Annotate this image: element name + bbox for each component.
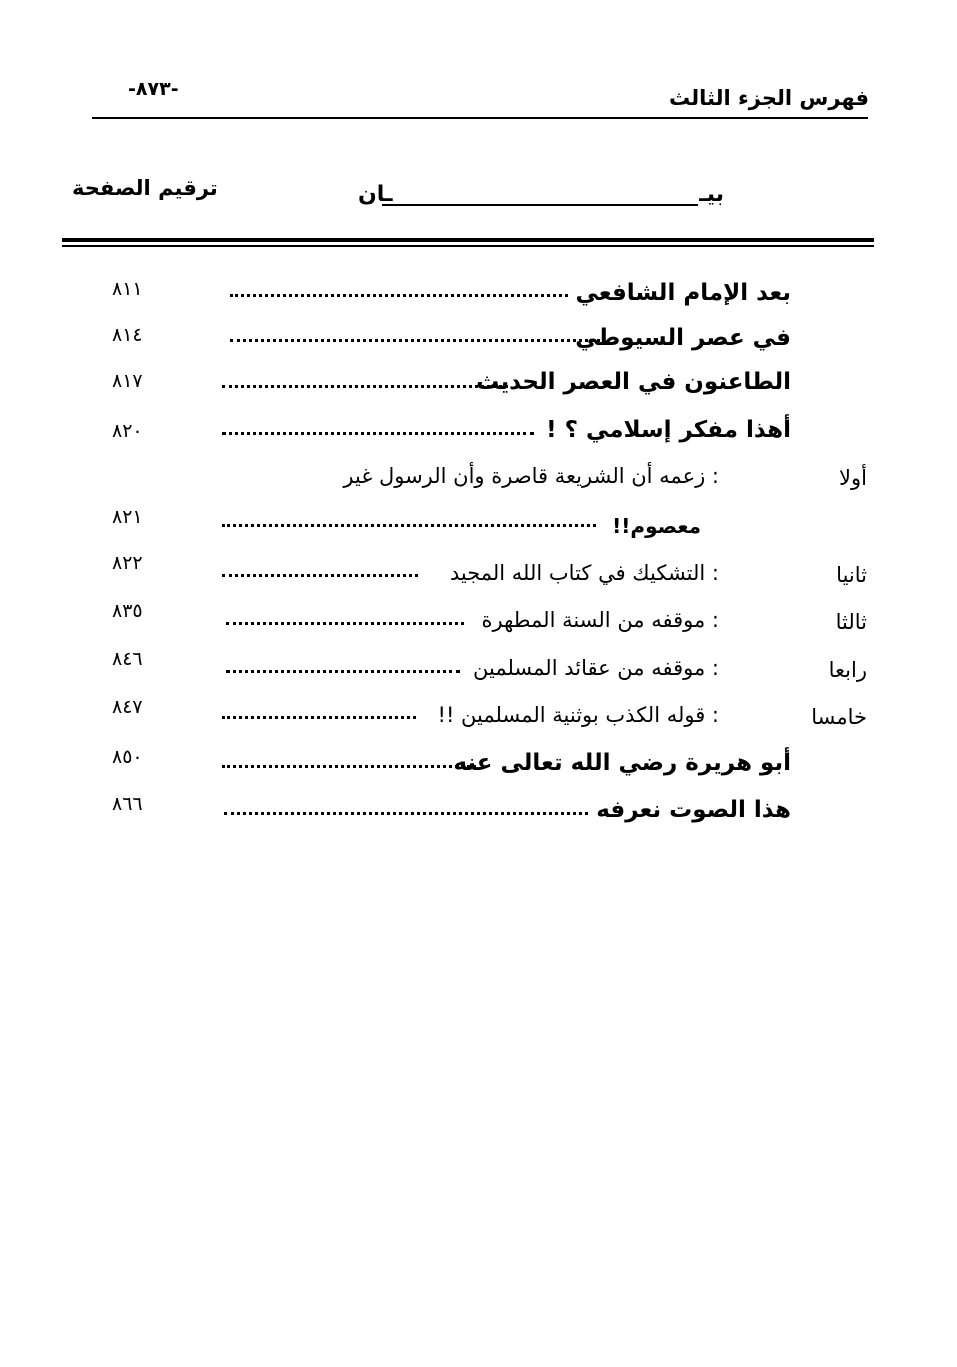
toc-entry-title: بعد الإمام الشافعي xyxy=(575,280,791,306)
toc-entry-ordinal: رابعا xyxy=(828,658,867,682)
toc-entry-title: أهذا مفكر إسلامي ؟ ! xyxy=(546,417,791,443)
toc-entry-page: ٨٢١ xyxy=(112,506,143,528)
running-title: فهرس الجزء الثالث xyxy=(669,86,869,110)
toc-leader-dots xyxy=(224,812,588,815)
toc-entry-title: هذا الصوت نعرفه xyxy=(596,797,791,823)
column-head-statement-end: ـان xyxy=(358,182,393,207)
column-head-kashida xyxy=(382,204,698,206)
toc-entry-title: : موقفه من السنة المطهرة xyxy=(481,608,719,632)
page-number: -٨٧٣- xyxy=(128,78,179,100)
toc-entry-page: ٨٢٠ xyxy=(112,420,143,442)
column-head-statement xyxy=(358,182,724,210)
toc-entry-title: : التشكيك في كتاب الله المجيد xyxy=(449,561,719,585)
column-head-rule-thin xyxy=(62,245,874,247)
header-rule xyxy=(92,117,868,119)
column-head-page-numbering: ترقيم الصفحة xyxy=(72,176,218,200)
column-head-rule-thick xyxy=(62,238,874,242)
toc-entry-ordinal: ثانيا xyxy=(836,563,867,587)
toc-entry-ordinal: ثالثا xyxy=(835,610,867,634)
toc-entry-ordinal: أولا xyxy=(839,466,867,490)
toc-leader-dots xyxy=(222,432,534,435)
toc-entry-page: ٨٦٦ xyxy=(112,793,143,815)
toc-entry-page: ٨٤٦ xyxy=(112,648,143,670)
toc-entry-page: ٨٤٧ xyxy=(112,696,143,718)
toc-entry-page: ٨٥٠ xyxy=(112,746,143,768)
toc-leader-dots xyxy=(222,574,418,577)
toc-entry-title: : زعمه أن الشريعة قاصرة وأن الرسول غير xyxy=(343,464,719,488)
toc-entry-title: : موقفه من عقائد المسلمين xyxy=(473,656,719,680)
toc-entry-page: ٨١٤ xyxy=(112,324,143,346)
toc-entry-title-continuation: معصوم!! xyxy=(612,514,701,538)
toc-leader-dots xyxy=(222,765,476,768)
toc-entry-title: في عصر السيوطي xyxy=(575,325,791,351)
toc-leader-dots xyxy=(222,524,596,527)
toc-entry-page: ٨٢٢ xyxy=(112,552,143,574)
toc-entry-title: الطاعنون في العصر الحديث xyxy=(476,369,791,395)
column-head-statement-start: بيـ xyxy=(699,182,724,207)
toc-leader-dots xyxy=(230,294,568,297)
toc-leader-dots xyxy=(222,716,416,719)
toc-leader-dots xyxy=(222,385,508,388)
toc-entry-title: : قوله الكذب بوثنية المسلمين !! xyxy=(437,703,719,727)
toc-leader-dots xyxy=(230,339,600,342)
toc-leader-dots xyxy=(226,622,464,625)
toc-entry-page: ٨١٧ xyxy=(112,370,143,392)
toc-entry-page: ٨٣٥ xyxy=(112,600,143,622)
toc-entry-ordinal: خامسا xyxy=(811,705,867,729)
toc-leader-dots xyxy=(226,670,460,673)
toc-entry-page: ٨١١ xyxy=(112,278,143,300)
toc-entry-title: أبو هريرة رضي الله تعالى عنه xyxy=(453,750,791,776)
